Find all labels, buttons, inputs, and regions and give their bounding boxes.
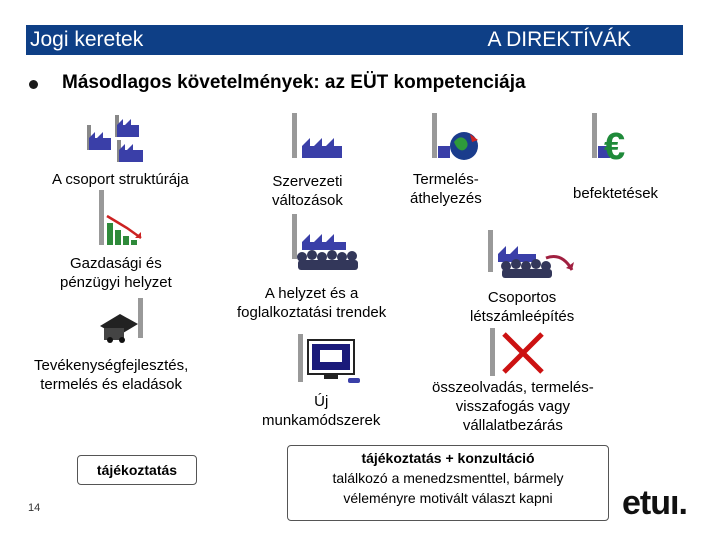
factory-chart-icon — [97, 188, 157, 248]
factory-machine-icon — [96, 296, 156, 346]
info-consult-text: találkozó a menedzsmenttel, bármely véleményre motivált választ kapni — [332, 470, 564, 506]
factory-globe-icon — [430, 108, 490, 163]
header-right-title: A DIREKTÍVÁK — [487, 28, 631, 51]
label-group-layoffs: Csoportos létszámleépítés — [470, 289, 575, 325]
label-investments: befektetések — [573, 185, 659, 202]
label-mergers: összeolvadás, termelés- visszafogás vagy vállalatbezárás — [432, 379, 594, 434]
computer-icon — [296, 332, 364, 386]
factory-people-icon — [290, 212, 362, 274]
info-box: tájékoztatás — [77, 455, 197, 485]
label-activity-development: Tevékenységfejlesztés, termelés és eladások — [34, 357, 189, 393]
label-group-structure: A csoport struktúrája — [52, 171, 189, 188]
bullet-icon — [29, 80, 38, 89]
label-org-changes: Szervezeti változások — [272, 173, 343, 209]
factory-org-icon — [290, 108, 350, 163]
info-consult-box — [287, 445, 609, 521]
factory-group-icon — [85, 110, 155, 165]
factory-layoff-icon — [486, 228, 578, 284]
page-subtitle: Másodlagos követelmények: az EÜT kompetenciája — [62, 72, 526, 93]
label-relocation: Termelés- áthelyezés — [410, 171, 482, 207]
label-new-methods: Új munkamódszerek — [262, 393, 381, 429]
factory-cross-icon — [488, 326, 552, 380]
euro-icon: € — [604, 126, 626, 168]
page-number: 14 — [28, 502, 41, 514]
info-consult-title: tájékoztatás + konzultáció — [361, 450, 535, 466]
etui-logo: etuı. — [622, 484, 687, 522]
label-economic-situation: Gazdasági és pénzügyi helyzet — [60, 255, 172, 291]
header-left-title: Jogi keretek — [30, 28, 144, 51]
header-bar — [26, 25, 683, 55]
label-employment-trends: A helyzet és a foglalkoztatási trendek — [237, 285, 387, 321]
